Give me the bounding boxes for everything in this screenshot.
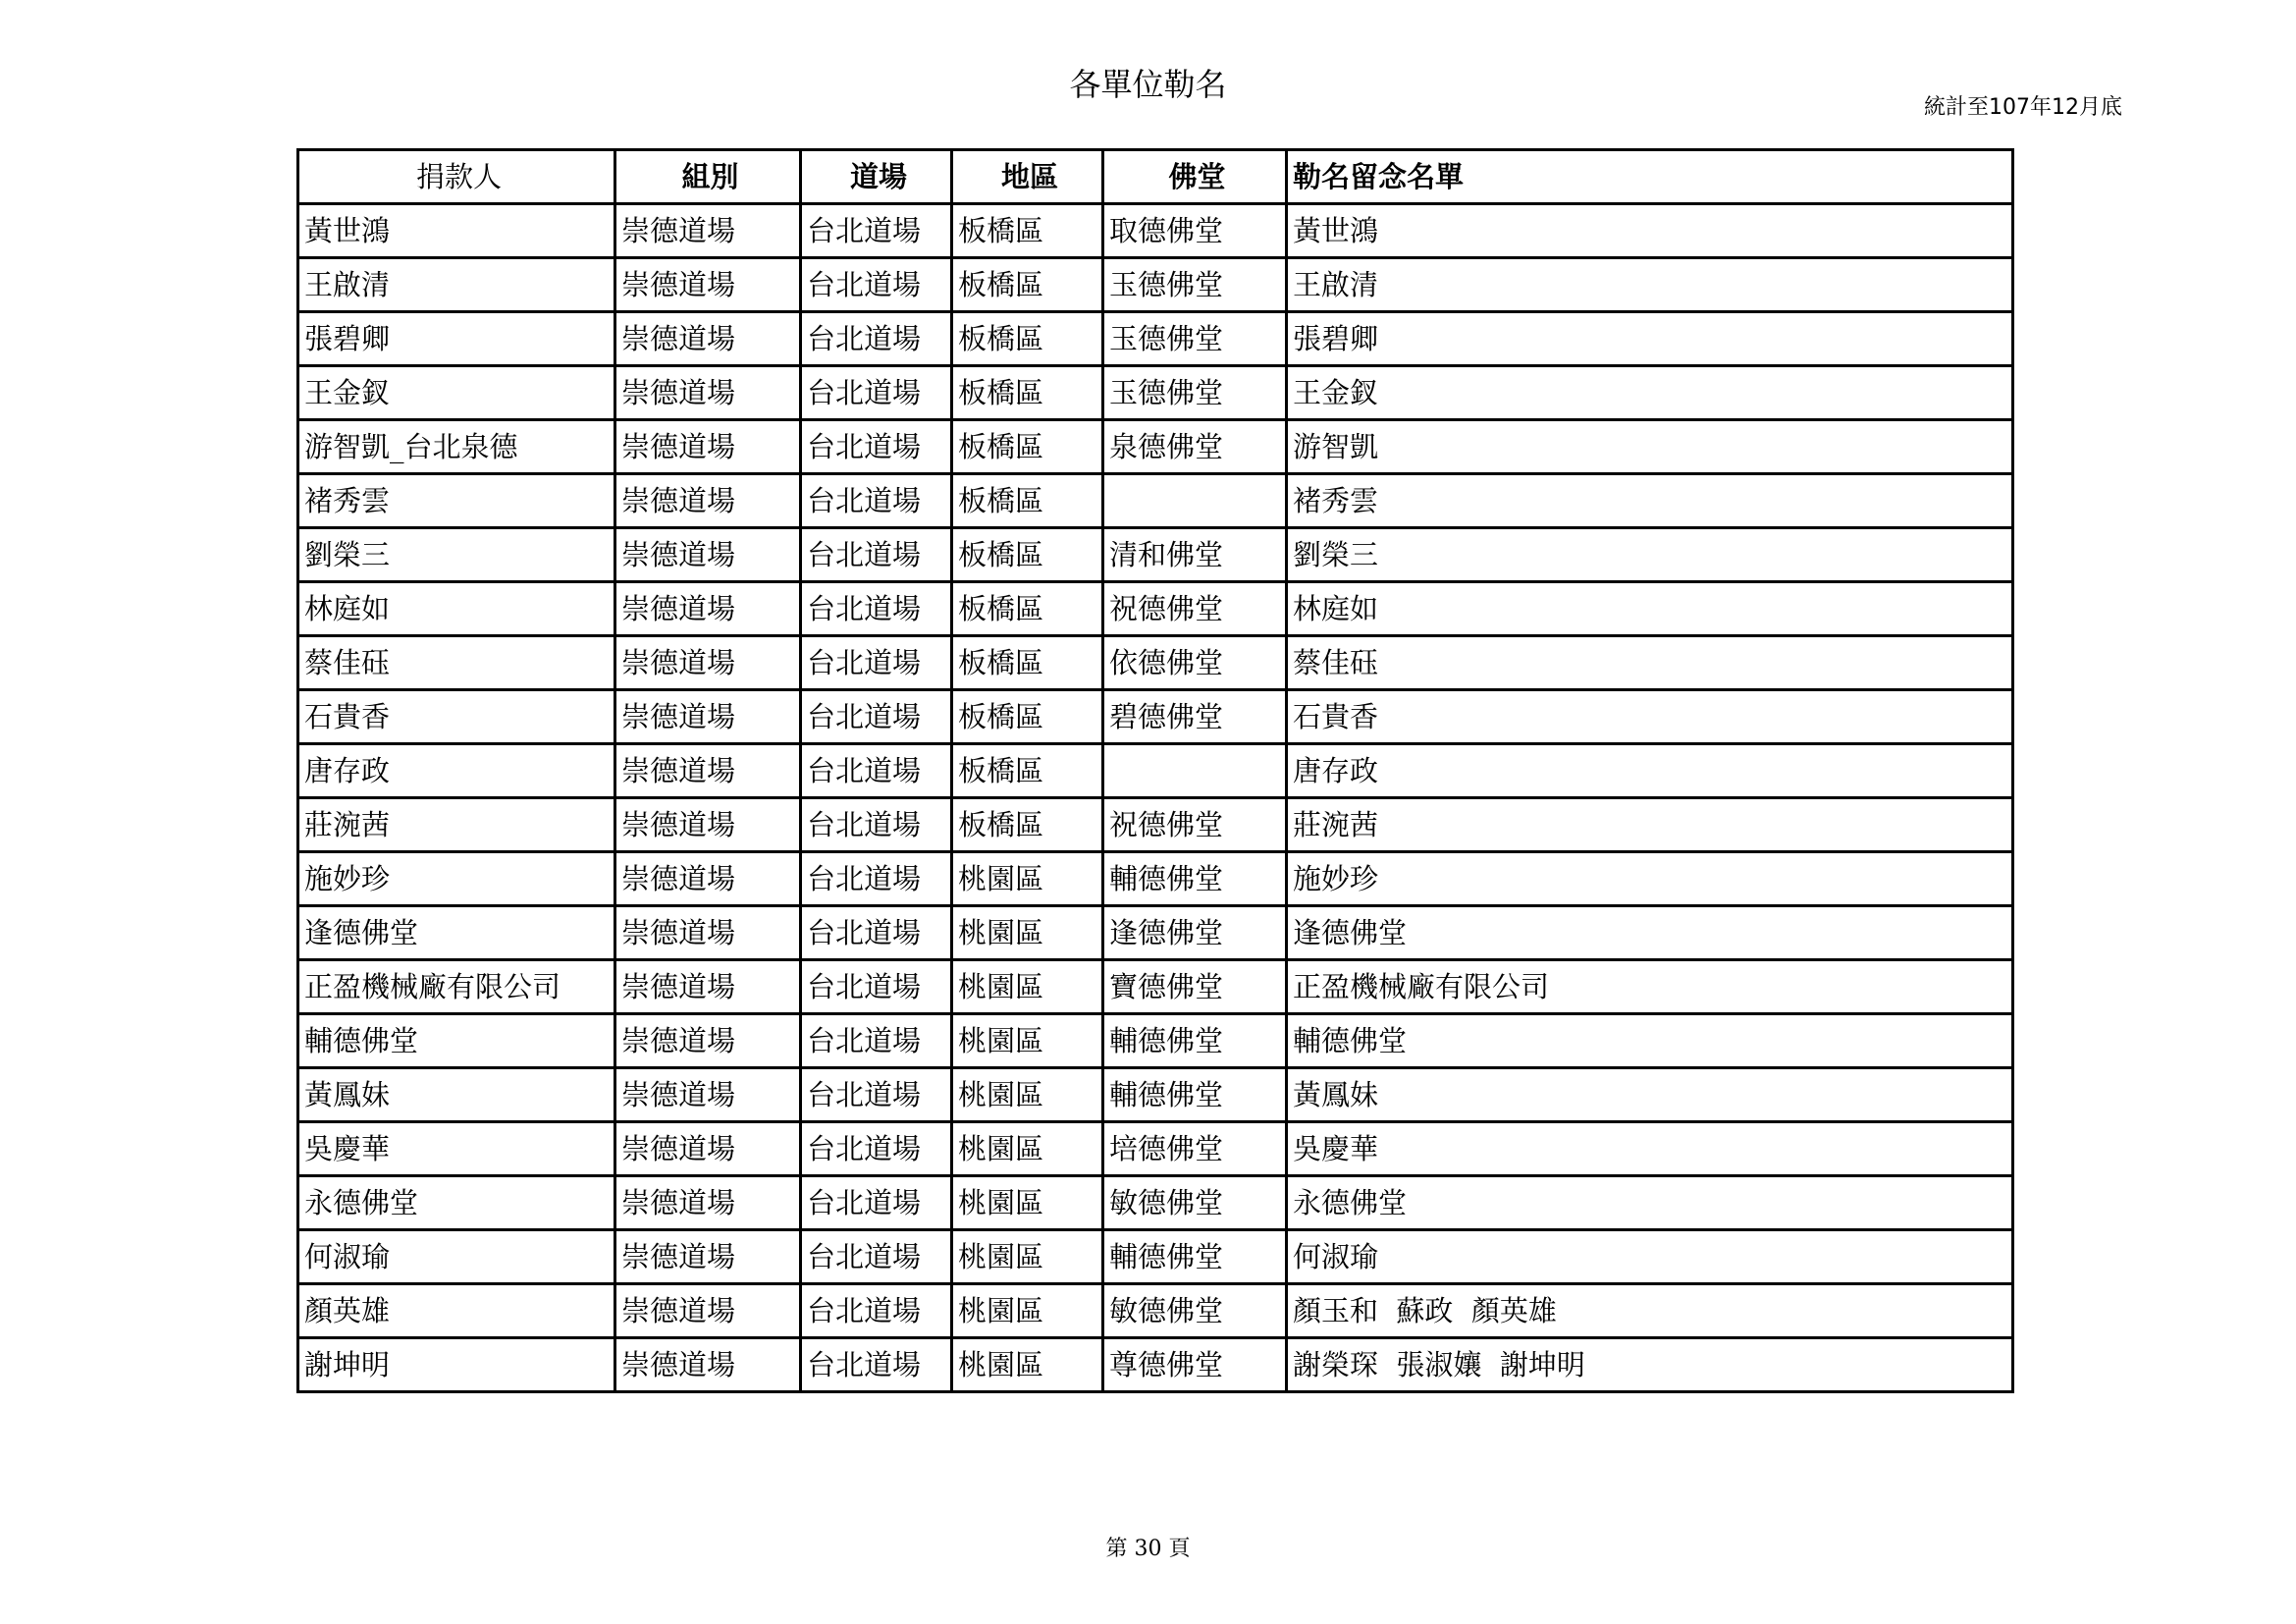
cell-memorial-names: 逢德佛堂 [1287,906,2013,960]
cell-temple: 清和佛堂 [1103,528,1287,582]
column-header-donor: 捐款人 [298,150,615,204]
cell-donor: 蔡佳砡 [298,636,615,690]
cell-donor: 謝坤明 [298,1338,615,1392]
table-row [298,744,2013,798]
table-row [298,474,2013,528]
table-row [298,1122,2013,1176]
cell-region: 桃園區 [952,1122,1103,1176]
cell-memorial-names: 林庭如 [1287,582,2013,636]
table-row [298,1068,2013,1122]
cell-region: 板橋區 [952,312,1103,366]
table-header-row [298,150,2013,204]
cell-dojo: 台北道場 [801,1230,952,1284]
cell-temple: 依德佛堂 [1103,636,1287,690]
cell-memorial-names: 輔德佛堂 [1287,1014,2013,1068]
cell-dojo: 台北道場 [801,744,952,798]
cell-temple: 敏德佛堂 [1103,1284,1287,1338]
cell-memorial-names: 謝榮琛 張淑孃 謝坤明 [1287,1338,2013,1392]
cell-donor: 石貴香 [298,690,615,744]
column-header-group: 組別 [615,150,801,204]
cell-region: 板橋區 [952,582,1103,636]
cell-donor: 黃世鴻 [298,204,615,258]
cell-region: 板橋區 [952,690,1103,744]
cell-group: 崇德道場 [615,960,801,1014]
cell-region: 桃園區 [952,1176,1103,1230]
cell-donor: 正盈機械廠有限公司 [298,960,615,1014]
table-row [298,906,2013,960]
cell-group: 崇德道場 [615,1014,801,1068]
cell-group: 崇德道場 [615,366,801,420]
table-row [298,528,2013,582]
cell-group: 崇德道場 [615,1338,801,1392]
cell-dojo: 台北道場 [801,366,952,420]
donor-table-container [296,148,2011,1393]
cell-donor: 永德佛堂 [298,1176,615,1230]
cell-dojo: 台北道場 [801,852,952,906]
cell-dojo: 台北道場 [801,204,952,258]
table-row [298,204,2013,258]
cell-dojo: 台北道場 [801,1122,952,1176]
cell-memorial-names: 唐存政 [1287,744,2013,798]
table-row [298,312,2013,366]
cell-temple: 泉德佛堂 [1103,420,1287,474]
cell-temple: 祝德佛堂 [1103,798,1287,852]
cell-group: 崇德道場 [615,852,801,906]
table-row [298,366,2013,420]
cell-group: 崇德道場 [615,1176,801,1230]
cell-region: 板橋區 [952,420,1103,474]
cell-temple: 取德佛堂 [1103,204,1287,258]
cell-memorial-names: 顏玉和 蘇政 顏英雄 [1287,1284,2013,1338]
cell-temple: 玉德佛堂 [1103,312,1287,366]
column-header-temple: 佛堂 [1103,150,1287,204]
cell-dojo: 台北道場 [801,1338,952,1392]
cell-region: 板橋區 [952,744,1103,798]
cell-memorial-names: 莊涴茜 [1287,798,2013,852]
cell-group: 崇德道場 [615,312,801,366]
table-row [298,690,2013,744]
table-row [298,852,2013,906]
cell-region: 桃園區 [952,1284,1103,1338]
cell-dojo: 台北道場 [801,312,952,366]
cell-donor: 顏英雄 [298,1284,615,1338]
cell-memorial-names: 王金釵 [1287,366,2013,420]
cell-donor: 林庭如 [298,582,615,636]
cell-temple [1103,474,1287,528]
cell-group: 崇德道場 [615,474,801,528]
cell-donor: 劉榮三 [298,528,615,582]
table-row [298,960,2013,1014]
cell-dojo: 台北道場 [801,1284,952,1338]
cell-group: 崇德道場 [615,528,801,582]
statistics-date-note: 統計至107年12月底 [1924,95,2122,120]
cell-donor: 何淑瑜 [298,1230,615,1284]
table-row [298,582,2013,636]
cell-dojo: 台北道場 [801,258,952,312]
cell-region: 桃園區 [952,1230,1103,1284]
table-row [298,258,2013,312]
cell-region: 桃園區 [952,1068,1103,1122]
cell-temple: 碧德佛堂 [1103,690,1287,744]
cell-memorial-names: 正盈機械廠有限公司 [1287,960,2013,1014]
cell-donor: 黃鳳妹 [298,1068,615,1122]
cell-group: 崇德道場 [615,204,801,258]
cell-group: 崇德道場 [615,690,801,744]
table-row [298,1176,2013,1230]
table-row [298,798,2013,852]
table-row [298,1284,2013,1338]
cell-temple: 輔德佛堂 [1103,852,1287,906]
cell-region: 板橋區 [952,528,1103,582]
cell-dojo: 台北道場 [801,582,952,636]
cell-region: 板橋區 [952,798,1103,852]
cell-temple: 輔德佛堂 [1103,1068,1287,1122]
column-header-region: 地區 [952,150,1103,204]
cell-dojo: 台北道場 [801,528,952,582]
cell-region: 桃園區 [952,1014,1103,1068]
cell-memorial-names: 石貴香 [1287,690,2013,744]
cell-group: 崇德道場 [615,1068,801,1122]
cell-donor: 莊涴茜 [298,798,615,852]
table-row [298,1338,2013,1392]
column-header-memorial-names: 勒名留念名單 [1287,150,2013,204]
cell-memorial-names: 游智凱 [1287,420,2013,474]
cell-region: 板橋區 [952,204,1103,258]
cell-region: 桃園區 [952,852,1103,906]
cell-group: 崇德道場 [615,582,801,636]
cell-temple: 逢德佛堂 [1103,906,1287,960]
cell-memorial-names: 何淑瑜 [1287,1230,2013,1284]
cell-group: 崇德道場 [615,798,801,852]
cell-donor: 張碧卿 [298,312,615,366]
cell-temple: 輔德佛堂 [1103,1230,1287,1284]
page-title: 各單位勒名 [1069,66,1227,103]
page-number: 第 30 頁 [1105,1537,1191,1561]
cell-donor: 唐存政 [298,744,615,798]
cell-temple: 玉德佛堂 [1103,366,1287,420]
cell-donor: 王啟清 [298,258,615,312]
cell-region: 板橋區 [952,636,1103,690]
cell-temple: 尊德佛堂 [1103,1338,1287,1392]
table-row [298,1014,2013,1068]
cell-dojo: 台北道場 [801,420,952,474]
cell-donor: 王金釵 [298,366,615,420]
cell-region: 板橋區 [952,366,1103,420]
cell-memorial-names: 施妙珍 [1287,852,2013,906]
cell-memorial-names: 劉榮三 [1287,528,2013,582]
table-body [298,204,2013,1392]
cell-group: 崇德道場 [615,1230,801,1284]
cell-donor: 施妙珍 [298,852,615,906]
cell-donor: 逢德佛堂 [298,906,615,960]
cell-temple: 輔德佛堂 [1103,1014,1287,1068]
donor-table [296,148,2014,1393]
cell-memorial-names: 黃鳳妹 [1287,1068,2013,1122]
cell-dojo: 台北道場 [801,906,952,960]
cell-region: 桃園區 [952,1338,1103,1392]
cell-region: 板橋區 [952,258,1103,312]
cell-group: 崇德道場 [615,636,801,690]
cell-dojo: 台北道場 [801,690,952,744]
cell-temple: 培德佛堂 [1103,1122,1287,1176]
cell-dojo: 台北道場 [801,798,952,852]
table-row [298,636,2013,690]
cell-donor: 輔德佛堂 [298,1014,615,1068]
cell-dojo: 台北道場 [801,1014,952,1068]
cell-memorial-names: 褚秀雲 [1287,474,2013,528]
cell-dojo: 台北道場 [801,474,952,528]
cell-donor: 游智凱_台北泉德 [298,420,615,474]
cell-donor: 褚秀雲 [298,474,615,528]
cell-memorial-names: 永德佛堂 [1287,1176,2013,1230]
cell-temple: 敏德佛堂 [1103,1176,1287,1230]
cell-dojo: 台北道場 [801,960,952,1014]
cell-group: 崇德道場 [615,1284,801,1338]
column-header-dojo: 道場 [801,150,952,204]
cell-memorial-names: 蔡佳砡 [1287,636,2013,690]
cell-memorial-names: 黃世鴻 [1287,204,2013,258]
cell-dojo: 台北道場 [801,1176,952,1230]
cell-temple: 玉德佛堂 [1103,258,1287,312]
cell-memorial-names: 吳慶華 [1287,1122,2013,1176]
cell-temple: 寶德佛堂 [1103,960,1287,1014]
cell-group: 崇德道場 [615,744,801,798]
cell-memorial-names: 張碧卿 [1287,312,2013,366]
cell-donor: 吳慶華 [298,1122,615,1176]
table-row [298,420,2013,474]
cell-group: 崇德道場 [615,1122,801,1176]
cell-dojo: 台北道場 [801,1068,952,1122]
cell-region: 桃園區 [952,960,1103,1014]
cell-temple [1103,744,1287,798]
cell-region: 板橋區 [952,474,1103,528]
cell-dojo: 台北道場 [801,636,952,690]
table-row [298,1230,2013,1284]
cell-temple: 祝德佛堂 [1103,582,1287,636]
cell-region: 桃園區 [952,906,1103,960]
cell-memorial-names: 王啟清 [1287,258,2013,312]
cell-group: 崇德道場 [615,906,801,960]
cell-group: 崇德道場 [615,420,801,474]
cell-group: 崇德道場 [615,258,801,312]
